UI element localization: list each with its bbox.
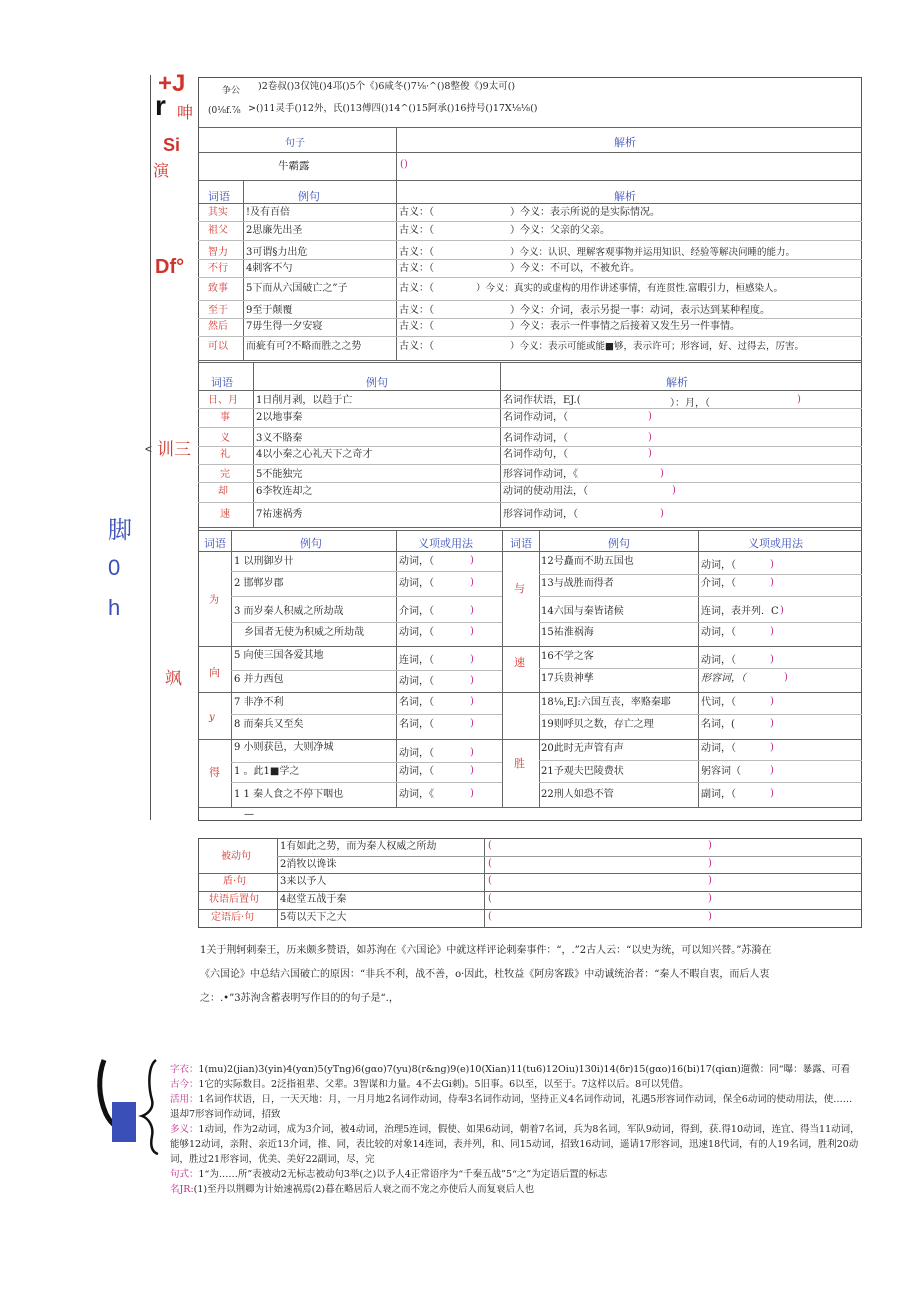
pattern-open: ( [488,893,492,904]
answer-label: 名JR: [170,1184,194,1195]
rule [231,670,502,671]
sentence-text: 牛霸露 [278,160,310,172]
rule [198,909,862,910]
rule [502,692,862,693]
pattern-open: ( [488,840,492,851]
fw-right-close: ) [770,577,774,588]
rule [198,551,862,552]
fw-right-usage: 动词，（ [701,627,736,638]
am-header-analysis: 解析 [614,191,636,203]
rule [243,180,244,360]
rule [198,891,862,892]
answer-text: 1(mu)2(jian)3(yin)4(yαn)5(yTng)6(gαo)7(yu)8(r&ng)9(e)10(Xian)11(tu6)12Oiu)130i)14(δr)15(gαo)16(bi)17(qiαn)遛微：同“曝：暴露、可看 [198,1064,851,1075]
wc-close: ) [660,468,664,479]
fw-left-usage: 动词，（ [399,766,434,777]
fw-left-word-de: 得 [209,766,220,779]
rule [198,127,862,128]
fw-right-close: ) [770,626,774,637]
am-example: 2思廉先出圣 [246,225,303,236]
fw-right-example: 13与战胜而得者 [541,578,614,589]
pattern-close: ) [708,858,712,869]
wc-close: ) [648,432,652,443]
fw-header-example-left: 例句 [300,538,322,550]
wc-example: 1日削月剥，以趋于亡 [256,395,353,406]
pattern-close: ) [708,875,712,886]
am-ancient: 古义：（ [399,321,434,332]
fw-left-close: ) [470,626,474,637]
fw-right-usage: 连词，表并列．C [701,606,779,617]
am-example: 4刺客不勺 [246,263,293,274]
fw-left-example: 6 并力西包 [234,674,284,685]
rule [502,739,862,740]
wc-example: 2以地事秦 [256,412,303,423]
fw-right-usage: 动词，（ [701,655,736,666]
am-example: 5下而从六国破亡之”子 [246,283,348,294]
wc-example: 4以小秦之心礼天下之奇才 [256,449,373,460]
fw-right-usage: 介词，（ [701,578,736,589]
wc-word: 却 [218,486,228,497]
fw-left-example: 乡国者无使为积威之所劫哉 [244,627,364,638]
rule [198,427,862,428]
am-modern: ）今义：表示可能或能■够，表示许可；形容词，好、过得去，厉害。 [510,341,804,352]
am-modern: ）今义：真实的或虚构的用作讲述事情，有连贯性.富暇引力，桓感染人。 [476,283,784,294]
am-word: 其实 [208,207,228,218]
am-example: 9至于颠覆 [246,305,293,316]
am-header-example: 例句 [298,191,320,203]
fw-right-close: ) [770,718,774,729]
fw-left-usage: 名词，（ [399,697,434,708]
answer-item [170,1077,860,1092]
rule [198,318,862,319]
fw-right-close: ) [770,742,774,753]
am-example: 而疵有可?不略而胜之之势 [246,341,362,352]
fw-right-usage: 形容词，（ [701,673,746,684]
wc-close: ) [660,508,664,519]
fw-right-close: ) [770,696,774,707]
rule [231,596,502,597]
answer-item [170,1062,860,1077]
answer-label: 句式： [170,1169,199,1180]
am-header-word: 词语 [208,191,230,203]
wc-word: 速 [220,509,230,520]
am-modern: ）今义：不可以，不被允许。 [510,263,640,274]
wc-analysis: 动词的使动用法，（ [503,486,588,497]
rule [231,714,502,715]
rule [539,622,862,623]
fw-right-example: 19则呼贝之数，存亡之理 [541,719,654,730]
fw-header-word-left: 词语 [204,538,226,550]
pattern-close: ) [708,893,712,904]
rule [502,530,503,807]
fw-right-close: ) [770,788,774,799]
fw-header-example-right: 例句 [608,538,630,550]
exercise-line-1: 1关于荆轲刺秦王，历来颇多赞语，如苏洵在《六国论》中就这样评论刺秦事件：“，.”2古人云：“以史为统，可以知兴替。”苏漪在 [200,945,772,956]
margin-mark-zero: 0 [108,555,121,580]
answer-item [170,1122,860,1167]
fw-left-usage: 动词，（ [399,627,434,638]
rule [484,838,485,928]
am-ancient: 古义：（ [399,341,434,352]
wc-close: ) [648,448,652,459]
am-ancient: 古义：（ [399,247,434,258]
fw-left-close: ) [470,675,474,686]
wc-example: 7祐速祸秀 [256,509,303,520]
fw-right-close: ) [784,672,788,683]
rule [231,622,502,623]
fw-right-example: 18⅛,EJ:六国互丧，率赂秦耶 [541,697,671,708]
sentence-col1-header: 句子 [285,138,305,149]
rule [539,596,862,597]
fw-right-example: 22刑人如恐不管 [541,789,614,800]
answer-item [170,1092,860,1122]
header-row2-text: >()11灵手()12外，氏()13傅四()14^()15阿承()16持号()17X⅛⅛() [248,103,538,114]
wc-analysis: 名词作状语，EJ.( [503,395,581,406]
wc-close: ) [797,394,801,405]
pattern-example: 5苟以天下之大 [280,912,347,923]
wc-header-word: 词语 [211,377,233,389]
wc-analysis: 名词作动词，（ [503,433,568,444]
header-row1-text: )2卷叔()3仅饨()4邛()5个《)6咸冬()7⅛·^()8整俊《)9太可() [258,81,516,92]
rule [539,760,862,761]
margin-mark-h: h [108,595,121,620]
answer-label: 古今： [170,1079,199,1090]
pattern-open: ( [488,875,492,886]
fw-left-example: 2 邯郸岁郡 [234,578,284,589]
am-example: 3可谓§力出危 [246,247,308,258]
fw-left-usage: 动词，（ [399,578,434,589]
fw-left-example: 3 而岁秦人积威之所劫哉 [234,606,344,617]
answer-label: 字衣： [170,1064,199,1075]
wc-analysis: 名词作动词，（ [503,412,568,423]
rule [231,782,502,783]
rule [198,390,862,391]
answer-badge-icon [112,1102,136,1142]
fw-right-close: ) [770,559,774,570]
fw-header-usage-right: 义项或用法 [748,538,803,550]
pattern-example: 1有如此之势，而为秦人权威之所劫 [280,841,437,852]
fw-right-usage: 代词，（ [701,697,736,708]
rule [198,408,862,409]
margin-mark-r: r [155,90,166,121]
answer-item [170,1182,860,1197]
margin-mark-yan: 演 [153,163,170,180]
wc-analysis: 形容词作动词，《 [503,469,578,480]
rule [277,856,862,857]
fw-right-example: 12号矗而不助五国也 [541,556,634,567]
pattern-example: 4赵堂五战于秦 [280,894,347,905]
fw-left-example: 1 以刑御岁卄 [234,556,294,567]
pattern-close: ) [708,840,712,851]
fw-right-close: ) [770,765,774,776]
wc-word: 礼 [220,449,230,460]
fw-right-usage: 动词，（ [701,743,736,754]
wc-extra: ）：月，（ [670,398,710,409]
am-word: 然后 [208,321,228,332]
am-example: !及有百倍 [246,207,291,218]
fw-right-close: ) [780,605,784,616]
am-word: 智力 [208,247,228,258]
fw-right-example: 20此时无声管有声 [541,743,624,754]
rule [231,762,502,763]
fw-right-word-yu: 与 [514,582,525,595]
margin-mark-sa: 飒 [165,669,182,688]
wc-close: ) [648,411,652,422]
rule [198,362,862,363]
answer-text: 1它的实际数目。2泛指祖辈、父辈。3智谋和力量。4不去Gi刺)。5旧事。6以至，以至于。7这样以后。8可以凭借。 [198,1079,689,1090]
pattern-open: ( [488,858,492,869]
fw-left-usage: 动词，（ [399,556,434,567]
rule [539,668,862,669]
answer-item [170,1167,860,1182]
fw-right-usage: 动词，（ [701,560,736,571]
rule [198,221,862,222]
am-modern: ）今义：介词，表示另提一事：动词，表示达到某种程度。 [510,305,770,316]
wc-header-example: 例句 [366,377,388,389]
margin-mark-df: Df° [155,256,185,278]
am-ancient: 古义：（ [399,207,434,218]
fw-right-example: 16不学之客 [541,651,594,662]
margin-mark-lt: < [145,442,153,456]
rule [198,277,862,278]
sentence-col2-header: 解析 [614,137,636,149]
rule [539,782,862,783]
answer-text: 1动词，作为2动词，成为3介词，被4动词，治理5连词，假使、如果6动词，朝着7名词，兵为8名词，军队9动词，得到，获.得10动词，连宜、得当11动词，能够12动词，亲附、亲近13介词，推、同，表比较的对象14连词，表并列，和、同15动词，招致16动词，遥请17形容词，迅速18代词，有的人19名词，胜利20动词，胜过21形容词，优美、美好22副词，尽，完 [170,1124,860,1165]
rule [198,259,862,260]
am-example: 7毋生得一夕安寝 [246,321,323,332]
header-row2-label: (0⅛f.⅞ [208,106,241,116]
am-modern: ）今义：表示所说的是实际情况。 [510,207,660,218]
answer-label: 活用： [170,1094,199,1105]
rule [198,739,502,740]
wc-header-analysis: 解析 [666,377,688,389]
rule [277,838,278,928]
pattern-example: 2消牧以谗诛 [280,859,337,870]
rule [502,646,862,647]
fw-right-example: 14六国与秦皆诸候 [541,606,624,617]
rule [198,240,862,241]
margin-mark-jiao: 脚 [108,517,132,544]
rule [198,180,862,181]
fw-right-usage: 名词，( [701,719,735,730]
fw-left-word-y: y [209,712,215,723]
fw-left-example: 9 小则获邑，大则净城 [234,742,334,753]
exercise-line-2: 《六国论》中总结六国破亡的原因：“非兵不利，战不善，o·因此，杜牧益《阿房客跋》中动诚统治者：“秦人不暇自衷，而后人衷 [200,969,770,980]
fw-left-usage: 动词，（ [399,676,434,687]
am-modern: ）今义：表示一件事情之后接着又发生另一件事情。 [510,321,740,332]
wc-analysis: 名词作动句，（ [503,449,568,460]
wc-close: ) [672,485,676,496]
fw-left-close: ) [470,718,474,729]
fw-right-close: ) [770,654,774,665]
header-row1-label: 争公 [222,86,241,96]
rule [198,646,502,647]
sentence-analysis: () [400,159,408,170]
fw-right-usage: 副词，（ [701,789,736,800]
fw-left-usage: 名词，（ [399,719,434,730]
fw-left-close: ) [470,654,474,665]
rule [198,446,862,447]
am-word: 不行 [208,263,228,274]
fw-left-example: 1 1 秦人食之不停下咽也 [234,789,344,800]
fw-footer: — [244,809,254,820]
pattern-type: 状语后置句 [209,894,259,905]
rule [539,574,862,575]
fw-left-close: ) [470,788,474,799]
am-ancient: 古义：（ [399,305,434,316]
margin-mark-plus-j: +J [158,70,186,97]
margin-mark-shen: 呻 [177,105,194,122]
rule [198,300,862,301]
pattern-type: 被动句 [221,851,251,862]
rule [198,482,862,483]
rule [198,530,862,531]
fw-right-example: 21予观夫巴陵费状 [541,766,624,777]
fw-header-usage-left: 义项或用法 [418,538,473,550]
rule [231,571,502,572]
fw-right-word-su: 速 [514,656,525,669]
am-modern: ）今义：父亲的父亲。 [510,225,610,236]
wc-word: 日、月 [208,395,238,406]
rule [198,692,502,693]
fw-left-example: 8 而秦兵又至矣 [234,719,304,730]
rule [198,807,862,808]
rule [396,180,397,360]
rule [396,127,397,180]
pattern-close: ) [708,911,712,922]
fw-left-example: 7 非净不利 [234,697,284,708]
wc-example: 6李牧连却之 [256,486,313,497]
fw-left-example: 1 。此1■学之 [234,766,300,777]
fw-left-example: 5 向使三国各爱其地 [234,650,324,661]
fw-header-word-right: 词语 [510,538,532,550]
fw-left-word-wei: 为 [209,595,219,606]
fw-right-word-sheng: 胜 [514,757,525,770]
rule [539,714,862,715]
fw-left-close: ) [470,555,474,566]
margin-mark-si: Si [163,135,181,155]
fw-left-usage: 连词，（ [399,655,434,666]
wc-example: 3义不賂秦 [256,433,303,444]
rule [198,336,862,337]
answer-text: (1)至丹以荆卿为计始速祸焉(2)暮在略居后人衰之而不宠之亦使后人而复衰后人也 [193,1184,535,1195]
fw-right-example: 15祐淮祸海 [541,627,594,638]
wc-word: 义 [220,433,230,444]
fw-left-close: ) [470,605,474,616]
am-ancient: 古义：（ [399,225,434,236]
am-modern: ）今义：认识、理解客观事物并运用知识、经验等解决问睡的能力。 [510,247,796,258]
exercise-line-3: 之：.•”3苏洵含蓄表明写作目的的句子是“.， [200,993,399,1004]
am-ancient: 古义：（ [399,283,434,294]
fw-left-close: ) [470,765,474,776]
rule [198,527,862,528]
margin-rule [150,75,151,820]
am-word: 致事 [208,283,228,294]
rule [198,502,862,503]
rule [198,464,862,465]
pattern-example: 3来以予人 [280,876,327,887]
am-word: 祖父 [208,225,228,236]
rule [198,203,862,204]
fw-right-example: 17兵贵神孳 [541,673,594,684]
fw-left-close: ) [470,747,474,758]
fw-right-usage: 躬容词（ [701,766,741,777]
am-word: 至于 [208,305,228,316]
am-ancient: 古义：（ [399,263,434,274]
fw-left-word-xiang: 向 [209,666,220,679]
pattern-open: ( [488,911,492,922]
margin-mark-xun: 训三 [157,440,191,459]
rule [198,152,862,153]
fw-left-usage: 动词，（ [399,748,434,759]
rule [198,873,862,874]
wc-analysis: 形容词作动词，（ [503,509,578,520]
fw-left-usage: 介词，（ [399,606,434,617]
answer-label: 多义： [170,1124,199,1135]
fw-left-close: ) [470,696,474,707]
answer-text: 1“为……所”表被动2无标志被动句3举(之)以予人4正常语序为“千秦五战”5“之”为定语后置的标志 [198,1169,608,1180]
wc-word: 完 [220,469,230,480]
fw-left-close: ) [470,577,474,588]
pattern-type: 定语后·句 [211,912,255,923]
pattern-type: 盾·句 [223,876,247,887]
rule [198,360,862,361]
answer-text: 1名词作状语，日，一天天地：月，一月月地2名词作动词，侍奉3名词作动词，坚持正义4名词作动词，礼遇5形容词作动词，保全6动词的使动用法，使……退却7形容词作动词，招致 [170,1094,853,1120]
wc-example: 5不能独完 [256,469,303,480]
wc-word: 事 [220,412,230,423]
fw-left-usage: 动词，《 [399,789,434,800]
am-word: 可以 [208,341,228,352]
